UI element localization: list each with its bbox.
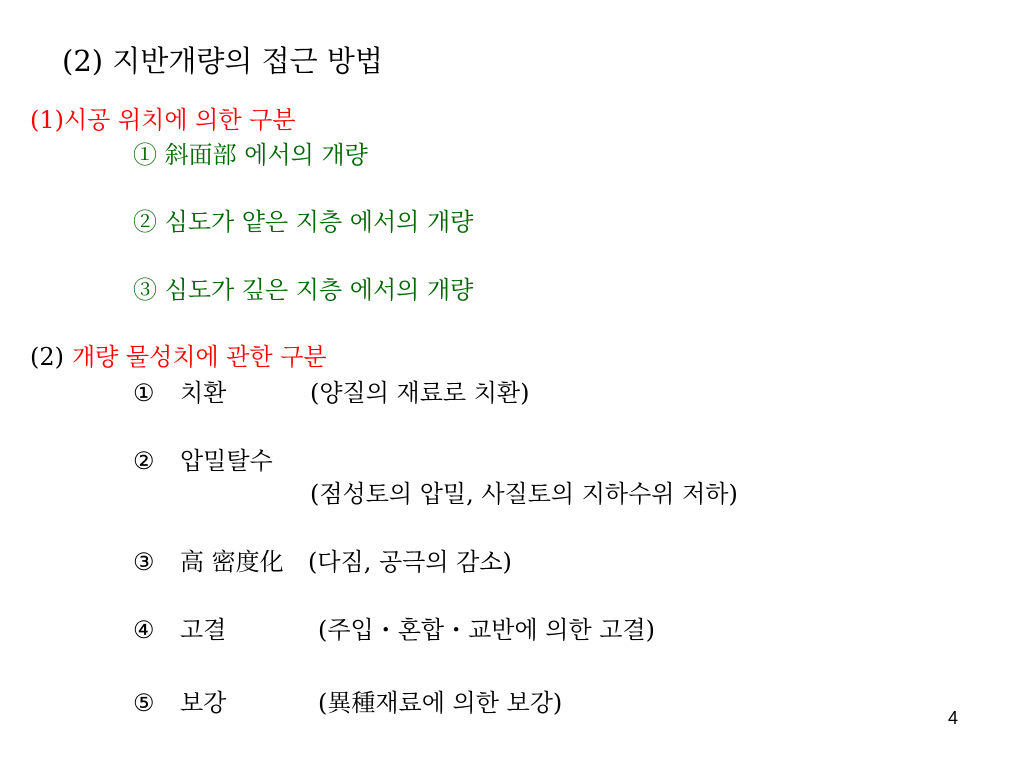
section-2-number: (2)	[30, 343, 64, 371]
section-2-item-1-note: (양질의 재료로 치환)	[310, 379, 530, 407]
section-1-item-deep: ③ 심도가 깊은 지층 에서의 개량	[133, 276, 474, 304]
section-2-heading	[30, 345, 327, 369]
section-2-item-5-marker: ⑤	[133, 689, 155, 717]
page-number: 4	[948, 708, 959, 728]
section-2-item-4-note: (주입・혼합・교반에 의한 고결)	[318, 616, 656, 644]
section-2-item-1-marker: ①	[133, 379, 155, 407]
section-2-item-3-name: 高 密度化	[180, 548, 284, 576]
section-2-item-4-name: 고결	[180, 616, 227, 644]
section-2-item-1-name: 치환	[180, 379, 227, 407]
section-2-item-3-note: (다짐, 공극의 감소)	[308, 548, 512, 576]
section-2-item-4-marker: ④	[133, 616, 155, 644]
section-2-item-5-name: 보강	[180, 689, 227, 717]
section-2-item-2-marker: ②	[133, 447, 155, 475]
section-2-item-3-marker: ③	[133, 548, 155, 576]
section-2-item-5-note: (異種재료에 의한 보강)	[318, 689, 563, 717]
section-2-title: 개량 물성치에 관한 구분	[72, 343, 327, 371]
slide-title: (2) 지반개량의 접근 방법	[62, 44, 383, 78]
section-1-item-shallow: ② 심도가 얕은 지층 에서의 개량	[133, 208, 474, 236]
section-1-heading: (1)시공 위치에 의한 구분	[30, 106, 296, 134]
section-1-item-slope: ① 斜面部 에서의 개량	[133, 141, 368, 169]
section-2-item-2-name: 압밀탈수	[180, 447, 273, 475]
section-2-item-2-note: (점성토의 압밀, 사질토의 지하수위 저하)	[310, 480, 738, 508]
